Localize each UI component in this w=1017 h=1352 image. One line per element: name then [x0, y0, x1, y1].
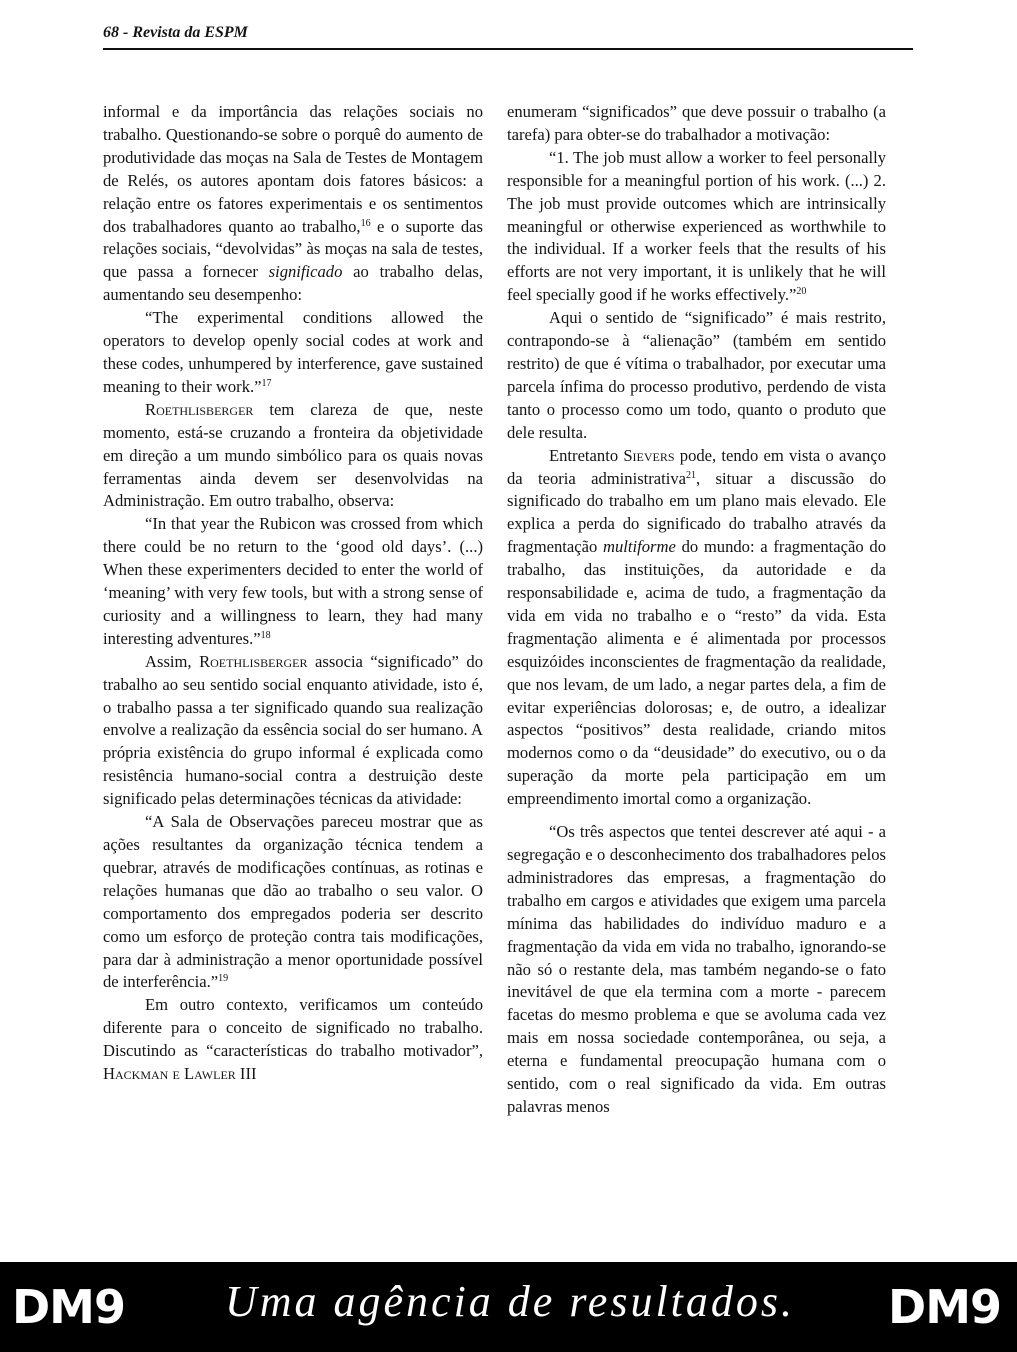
ad-slogan: Uma agência de resultados.	[224, 1277, 796, 1326]
advertisement-banner	[0, 1262, 1017, 1352]
right-column	[507, 101, 886, 1119]
dm9-logo-right: DM9	[888, 1280, 1001, 1334]
page-number-journal-title: 68 - Revista da ESPM	[103, 24, 248, 41]
block-quote: “The experimental conditions allowed the operators to develop openly social codes at work and these codes, unhumpered by interference, gave sustained meaning to their work.”$^{17}$	[103, 308, 483, 396]
paragraph: Assim, Roethlisberger associa “significado” do trabalho ao seu sentido social enquanto atividade, isto é, o trabalho passa a ter significado quando sua realização envolve a realização da essência social do ser humano. A própria existência do grupo informal é explicada como resistência humano-social contra a destruição deste significado pelas determinações técnicas da atividade:	[103, 651, 483, 809]
paragraph: Roethlisberger tem clareza de que, neste momento, está-se cruzando a fronteira da objetividade em direção a um mundo simbólico para os quais novas ferramentas ainda devem ser desenvolvidas na Administração. Em outro trabalho, observa:	[103, 399, 483, 511]
left-column	[103, 101, 483, 1086]
dm9-logo-left: DM9	[12, 1280, 125, 1334]
block-quote: “A Sala de Observações pareceu mostrar que as ações resultantes da organização técnica tendem a quebrar, através de modificações contínuas, as rotinas e relações humanas que dão ao trabalho o seu valor. O comportamento dos empregados poderia ser descrito como um esforço de proteção contra tais modificações, para dar à administração a menor oportunidade possível de interferência.”$^{19}$	[103, 812, 483, 992]
paragraph: enumeram “significados” que deve possuir o trabalho (a tarefa) para obter-se do trabalhador a motivação:	[507, 102, 886, 144]
block-quote: “In that year the Rubicon was crossed from which there could be no return to the ‘good old days’. (...) When these experimenters decided to enter the world of ‘meaning’ with very few tools, but with a strong sense of curiosity and a willingness to learn, they had many interesting adventures.”$^{18}$	[103, 514, 483, 648]
paragraph: Aqui o sentido de “significado” é mais restrito, contrapondo-se à “alienação” (também em sentido restrito) de que é vítima o trabalhador, por executar uma parcela ínfima do processo produtivo, perdendo de vista tanto o processo como um todo, quanto o produto que dele resulta.	[507, 308, 886, 442]
paragraph: informal e da importância das relações sociais no trabalho. Questionando-se sobre o porquê do aumento de produtividade das moças na Sala de Testes de Montagem de Relés, os autores apontam dois fatores básicos: a relação entre os fatores experimentais e os sentimentos dos trabalhadores quanto ao trabalho,$^{16}$ e o suporte das relações sociais, “devolvidas” às moças na sala de testes, que passa a fornecer significado ao trabalho delas, aumentando seu desempenho:	[103, 102, 483, 305]
block-quote: “Os três aspectos que tentei descrever até aqui - a segregação e o desconhecimento dos trabalhadores pelos administradores das empresas, a fragmentação do trabalho em cargos e atividades que exigem uma parcela mínima das habilidades do indivíduo maduro e a fragmentação da vida em vida no trabalho, ignorando-se não só o restante dela, mas também negando-se o fato inevitável de que ela termina com a morte - parecem facetas do mesmo problema e que se avoluma cada vez mais em nossa sociedade contemporânea, ou seja, a eterna e fundamental preocupação humana com o sentido, com o real significado da vida. Em outras palavras menos	[507, 822, 886, 1116]
running-header	[103, 22, 913, 50]
block-quote: “1. The job must allow a worker to feel personally responsible for a meaningful portion of his work. (...) 2. The job must provide outcomes which are intrinsically meaningful or otherwise experienced as worthwhile to the individual. If a worker feels that the results of his efforts are not very important, it is unlikely that he will feel specially good if he works effectively.”$^{20}$	[507, 147, 886, 305]
paragraph: Entretanto Sievers pode, tendo em vista o avanço da teoria administrativa$^{21}$, situar a discussão do significado do trabalho em um plano mais elevado. Ele explica a perda do significado do trabalho através da fragmentação multiforme do mundo: a fragmentação do trabalho, das instituições, da autoridade e da responsabilidade e, acima de tudo, a fragmentação da vida em vida no trabalho e o “resto” da vida. Esta fragmentação alimenta e é alimentada por processos esquizóides inconscientes de fragmentação da realidade, que nos levam, de um lado, a negar partes dela, a fim de evitar experiências dolorosas; e, de outro, a idealizar aspectos “positivos” desta realidade, criando mitos modernos como o da “deusidade” do executivo, ou o da superação da morte pela participação em um empreendimento imortal como a organização.	[507, 445, 886, 809]
paragraph: Em outro contexto, verificamos um conteúdo diferente para o conceito de significado no trabalho. Discutindo as “características do trabalho motivador”, Hackman e Lawler III	[103, 995, 483, 1084]
